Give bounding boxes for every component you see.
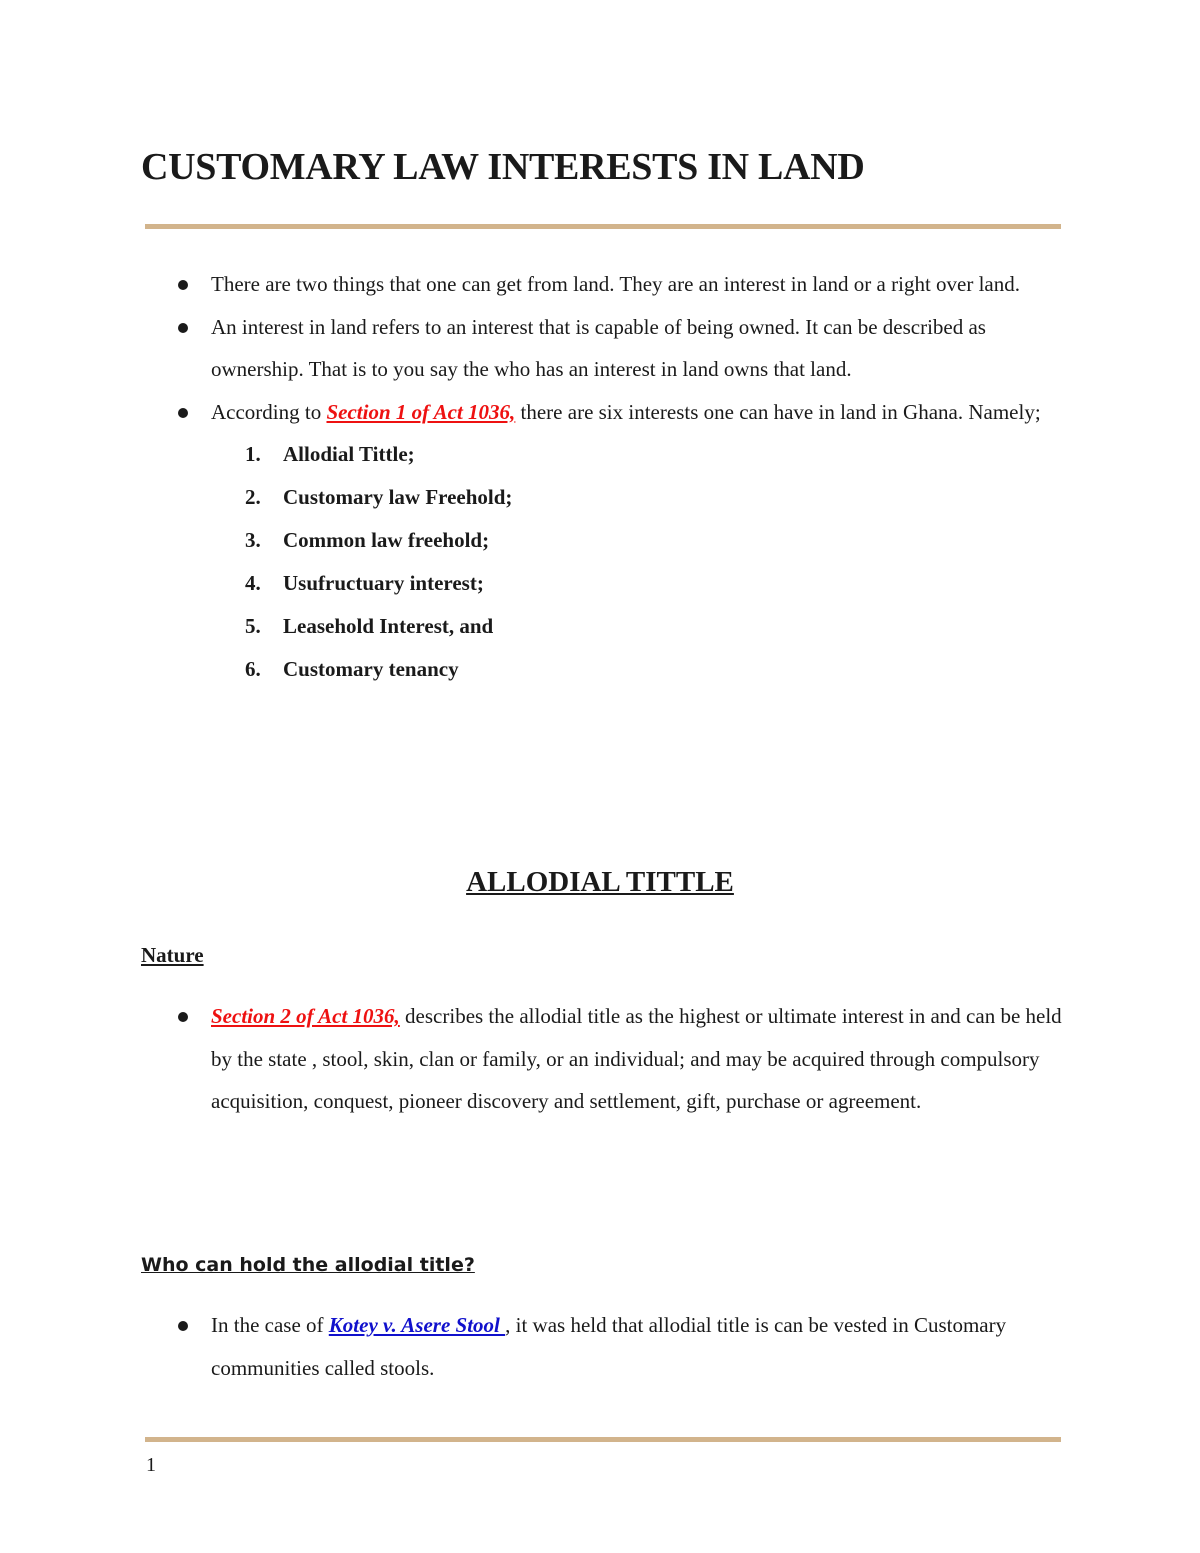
list-number: 5.: [245, 614, 261, 638]
page-number: 1: [146, 1454, 156, 1476]
statute-reference-link[interactable]: Section 2 of Act 1036,: [211, 1004, 400, 1028]
bullet-icon: [178, 1321, 188, 1331]
list-number: 3.: [245, 528, 261, 552]
list-item: [0, 263, 1200, 306]
intro-section: [0, 263, 1200, 691]
numbered-list-item: [0, 433, 1200, 476]
numbered-list-item: [0, 519, 1200, 562]
bullet-text-before: In the case of: [211, 1313, 329, 1337]
interest-name: Usufructuary interest;: [283, 571, 484, 595]
bullet-icon: [178, 408, 188, 418]
who-can-hold-section: [0, 1304, 1200, 1389]
interest-name: Customary tenancy: [283, 657, 459, 681]
bullet-text: An interest in land refers to an interest that is capable of being owned. It can be described as ownership. That is to you say the who has an interest in land owns that land.: [211, 314, 986, 381]
list-number: 4.: [245, 571, 261, 595]
bullet-text-after: , it was held that allodial title is can be vested in Customary communities called stools.: [211, 1313, 1007, 1380]
numbered-list-item: [0, 605, 1200, 648]
numbered-list-item: [0, 476, 1200, 519]
list-number: 2.: [245, 485, 261, 509]
bullet-icon: [178, 280, 188, 290]
interest-name: Common law freehold;: [283, 528, 490, 552]
bullet-text-after: there are six interests one can have in land in Ghana. Namely;: [515, 399, 1041, 424]
numbered-list-item: [0, 562, 1200, 605]
intro-bullet-list: [0, 263, 1200, 433]
list-number: 6.: [245, 657, 261, 681]
who-can-hold-heading: Who can hold the allodial title?: [141, 1254, 475, 1276]
section-heading-allodial-title: ALLODIAL TITTLE: [466, 866, 734, 898]
numbered-list-item: [0, 648, 1200, 691]
document-title: CUSTOMARY LAW INTERESTS IN LAND: [141, 146, 865, 188]
list-item: [0, 306, 1200, 391]
header-divider: [145, 224, 1061, 229]
list-item: [0, 1304, 1200, 1389]
statute-reference-link[interactable]: Section 1 of Act 1036,: [326, 399, 516, 424]
bullet-text-after: describes the allodial title as the highest or ultimate interest in and can be held by the state , stool, skin, clan or family, or an individual; and may be acquired through compulsory acquisition, conquest, pioneer discovery and settlement, gift, purchase or agreement.: [211, 1004, 1062, 1113]
list-item: [0, 391, 1200, 434]
bullet-text: There are two things that one can get from land. They are an interest in land or a right over land.: [211, 272, 1020, 296]
bullet-icon: [178, 323, 188, 333]
case-reference-link[interactable]: Kotey v. Asere Stool: [328, 1313, 506, 1337]
nature-bullet-list: [0, 995, 1200, 1123]
list-number: 1.: [245, 442, 261, 466]
interest-name: Leasehold Interest, and: [283, 614, 494, 638]
interest-name: Customary law Freehold;: [283, 485, 513, 509]
bullet-icon: [178, 1012, 188, 1022]
bullet-text-before: According to: [211, 399, 327, 424]
footer-divider: [145, 1437, 1061, 1442]
list-item: [0, 995, 1200, 1123]
interest-name: Allodial Tittle;: [283, 442, 415, 466]
interests-numbered-list: [0, 433, 1200, 691]
nature-heading: Nature: [141, 943, 204, 967]
who-can-hold-bullet-list: [0, 1304, 1200, 1389]
nature-section: [0, 995, 1200, 1123]
